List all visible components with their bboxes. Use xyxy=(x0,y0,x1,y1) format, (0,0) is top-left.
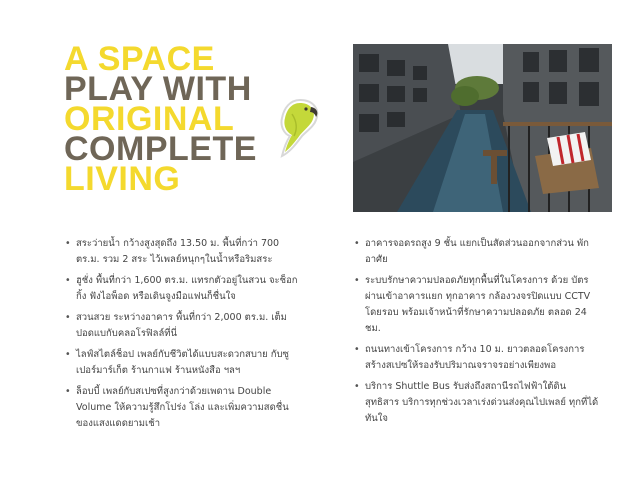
headline-line-1: A SPACE xyxy=(64,40,215,78)
list-item: • ไลฟ์สไตล์ช็อป เพลย์กับชีวิตได้แบบสะดวกสบาย กับซูเปอร์มาร์เก็ต ร้านกาแฟ ร้านหนังสือ ฯลฯ xyxy=(64,347,304,379)
features-right-list xyxy=(353,236,601,432)
headline-line-5: LIVING xyxy=(64,160,181,198)
headline xyxy=(64,40,257,198)
list-item: • สวนสวย ระหว่างอาคาร พื้นที่กว่า 2,000 ตร.ม. เต็มปอดแบกับคลอโรฟิลล์ที่นี่ xyxy=(64,310,304,342)
list-item: • ล็อบบี้ เพลย์กับสเปซที่สูงกว่าด้วยเพดาน Double Volume ให้ความรู้สึกโปร่ง โล่ง และเพิ่มความสดชื่น ของแสงแดดยามเช้า xyxy=(64,384,304,432)
list-item: • อาคารจอดรถสูง 9 ชั้น แยกเป็นสัดส่วนออกจากส่วน พักอาศัย xyxy=(353,236,601,268)
list-item: • ระบบรักษาความปลอดภัยทุกพื้นที่ในโครงการ ด้วย บัตรผ่านเข้าอาคารแยก ทุกอาคาร กล้องวงจรปิดแบบ CCTV โดยรอบ พร้อมเจ้าหน้าที่รักษาความปลอดภัย ตลอด 24 ชม. xyxy=(353,273,601,337)
list-item: • บริการ Shuttle Bus รับส่งถึงสถานีรถไฟฟ้าใต้ดิน สุทธิสาร บริการทุกช่วงเวลาเร่งด่วนส่งคุณไปเพลย์ ทุกที่ได้ทันใจ xyxy=(353,379,601,427)
list-item: • สระว่ายน้ำ กว้างสูงสุดถึง 13.50 ม. พื้นที่กว่า 700 ตร.ม. รวม 2 สระ ไว้เพลย์หนุกๆในน้ำหรือริมสระ xyxy=(64,236,304,268)
pool-courtyard-photo xyxy=(353,44,612,212)
headline-line-2: PLAY WITH xyxy=(64,70,252,108)
features-left-list xyxy=(64,236,304,437)
parrot-icon xyxy=(270,96,324,158)
headline-line-4: COMPLETE xyxy=(64,130,257,168)
list-item: • ฮูชั่ง พื้นที่กว่า 1,600 ตร.ม. แทรกตัวอยู่ในสวน จะช็อกกิ้ง ฟังไอพ็อด หรือเดินจูงมือแฟนก็ชื่นใจ xyxy=(64,273,304,305)
list-item: • ถนนทางเข้าโครงการ กว้าง 10 ม. ยาวตลอดโครงการ สร้างสเปซให้รองรับปริมาณจราจรอย่างเพียงพอ xyxy=(353,342,601,374)
headline-line-3: ORIGINAL xyxy=(64,100,235,138)
